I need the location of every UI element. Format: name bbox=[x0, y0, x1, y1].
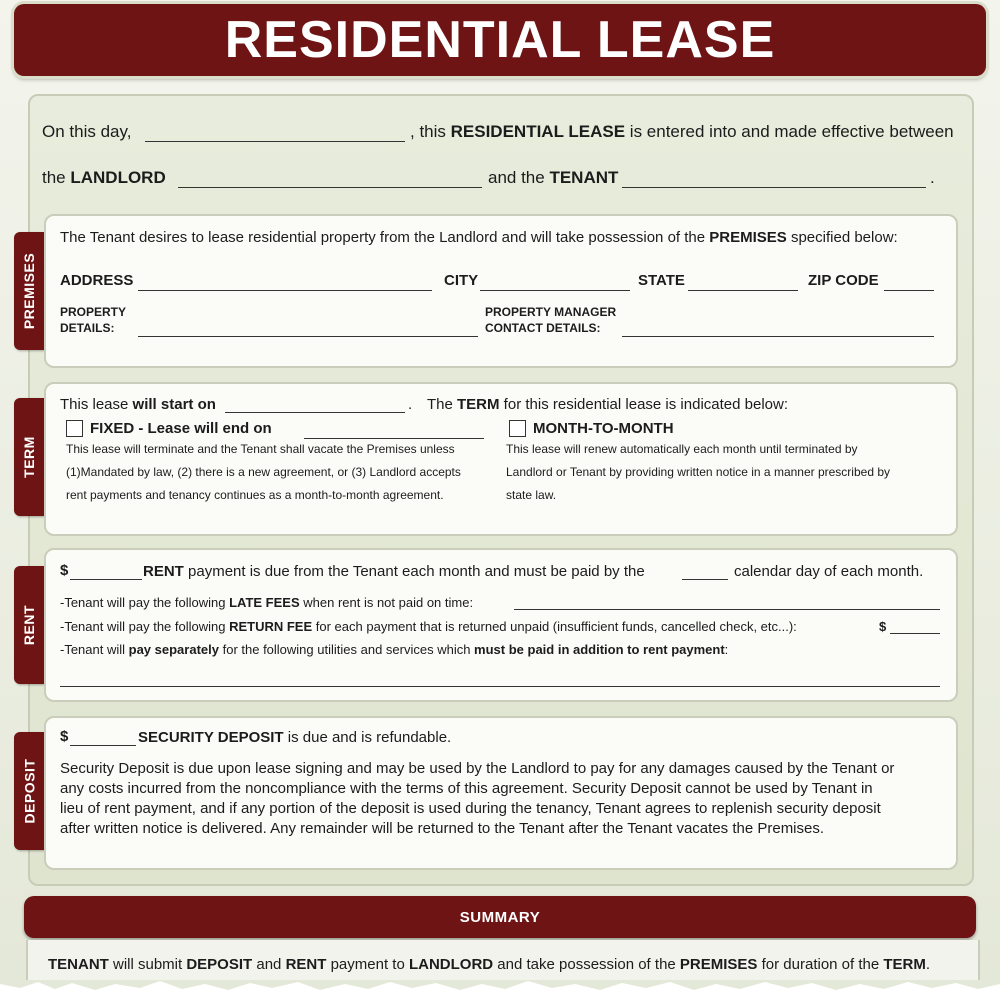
term-tab bbox=[14, 398, 44, 516]
landlord-label: LANDLORD bbox=[70, 168, 166, 187]
tenant-field[interactable] bbox=[622, 187, 926, 188]
deposit-dollar: $ bbox=[60, 728, 69, 745]
city-label: CITY bbox=[444, 272, 479, 289]
late-text: -Tenant will pay the following bbox=[60, 595, 230, 610]
premises-desc-text: specified below: bbox=[786, 229, 898, 246]
return-text: for each payment that is returned unpaid (insufficient funds, cancelled check, etc...): bbox=[312, 619, 797, 634]
intro-text: and the bbox=[488, 168, 550, 187]
zip-label: ZIP CODE bbox=[808, 272, 879, 289]
term-text: The bbox=[427, 396, 458, 413]
intro-line-1-end bbox=[410, 122, 954, 142]
title-banner bbox=[14, 4, 986, 76]
intro-text: the bbox=[42, 168, 71, 187]
deposit-text: is due and is refundable. bbox=[283, 729, 452, 746]
return-fee-field[interactable] bbox=[890, 633, 940, 634]
premises-bold: PREMISES bbox=[709, 229, 787, 246]
deposit-body-line: any costs incurred from the noncompliance with the terms of this agreement. Security Deposit cannot be used by Tenant in bbox=[60, 780, 873, 797]
deposit-body-line: lieu of rent payment, and if any portion of the deposit is used during the tenancy, Tenant agrees to replenish security deposit bbox=[60, 800, 881, 817]
rent-calendar-text: calendar day of each month. bbox=[734, 563, 924, 580]
landlord-field[interactable] bbox=[178, 187, 482, 188]
fixed-label: FIXED - Lease will end on bbox=[90, 420, 272, 437]
property-details-field[interactable] bbox=[138, 336, 478, 337]
month-to-month-label: MONTH-TO-MONTH bbox=[533, 420, 674, 437]
utilities-line bbox=[60, 642, 728, 657]
summary-plain: for duration of the bbox=[757, 956, 884, 973]
fixed-desc-line: rent payments and tenancy continues as a month-to-month agreement. bbox=[66, 488, 444, 502]
premises-tab-label: PREMISES bbox=[21, 252, 38, 330]
state-field[interactable] bbox=[688, 290, 798, 291]
rent-tab bbox=[14, 566, 44, 684]
summary-bold: LANDLORD bbox=[408, 956, 494, 973]
intro-line-1-start bbox=[42, 122, 131, 142]
rent-line bbox=[143, 563, 645, 580]
deposit-line bbox=[138, 729, 451, 746]
summary-bold: DEPOSIT bbox=[186, 956, 253, 973]
return-text: -Tenant will pay the following bbox=[60, 619, 230, 634]
state-label: STATE bbox=[638, 272, 685, 289]
summary-bold: PREMISES bbox=[679, 956, 758, 973]
intro-text: On this day, bbox=[42, 122, 132, 141]
rent-dollar: $ bbox=[60, 562, 69, 579]
late-text: when rent is not paid on time: bbox=[299, 595, 474, 610]
deposit-body-line: Security Deposit is due upon lease signing and may be used by the Landlord to pay for any damages caused by the Tenant or bbox=[60, 760, 895, 777]
late-bold: LATE FEES bbox=[229, 595, 300, 610]
start-date-field[interactable] bbox=[225, 412, 405, 413]
rent-due-day-field[interactable] bbox=[682, 579, 728, 580]
start-text: This lease bbox=[60, 396, 133, 413]
summary-plain: . bbox=[925, 956, 931, 973]
mtm-desc-line: state law. bbox=[506, 488, 557, 502]
fixed-checkbox[interactable] bbox=[66, 420, 83, 437]
date-field[interactable] bbox=[145, 141, 405, 142]
mtm-desc-line: Landlord or Tenant by providing written notice in a manner prescribed by bbox=[506, 465, 890, 479]
summary-text bbox=[48, 956, 930, 973]
summary-bold: TERM bbox=[883, 956, 926, 973]
property-details-label-1: PROPERTY bbox=[60, 305, 127, 319]
return-fee-line bbox=[60, 619, 797, 634]
summary-bold: RENT bbox=[285, 956, 327, 973]
term-line bbox=[427, 396, 788, 413]
start-line bbox=[60, 396, 216, 413]
address-field[interactable] bbox=[138, 290, 432, 291]
page-title: RESIDENTIAL LEASE bbox=[224, 11, 776, 69]
month-to-month-checkbox[interactable] bbox=[509, 420, 526, 437]
term-tab-label: TERM bbox=[21, 436, 38, 478]
term-text: for this residential lease is indicated below: bbox=[499, 396, 789, 413]
fixed-desc-line: This lease will terminate and the Tenant shall vacate the Premises unless bbox=[66, 442, 455, 456]
fixed-desc-line: (1)Mandated by law, (2) there is a new agreement, or (3) Landlord accepts bbox=[66, 465, 461, 479]
rent-bold: RENT bbox=[143, 563, 184, 580]
intro-line-2-mid bbox=[488, 168, 618, 188]
mtm-desc-line: This lease will renew automatically each month until terminated by bbox=[506, 442, 858, 456]
deposit-body-line: after written notice is delivered. Any remainder will be returned to the Tenant after the Tenant vacates the Premises. bbox=[60, 820, 825, 837]
torn-paper-edge bbox=[0, 978, 1000, 1000]
util-text: -Tenant will bbox=[60, 642, 129, 657]
premises-tab bbox=[14, 232, 44, 350]
return-bold: RETURN FEE bbox=[229, 619, 313, 634]
deposit-tab-label: DEPOSIT bbox=[21, 758, 37, 824]
manager-label-2: CONTACT DETAILS: bbox=[485, 321, 601, 335]
late-fees-field[interactable] bbox=[514, 609, 940, 610]
deposit-amount-field[interactable] bbox=[70, 745, 136, 746]
premises-desc-text: The Tenant desires to lease residential property from the Landlord and will take possession of the bbox=[60, 229, 710, 246]
util-text: for the following utilities and services which bbox=[218, 642, 475, 657]
return-dollar: $ bbox=[879, 619, 887, 634]
summary-plain: and bbox=[252, 956, 286, 973]
summary-bold: TENANT bbox=[48, 956, 109, 973]
end-date-field[interactable] bbox=[304, 438, 484, 439]
summary-title: SUMMARY bbox=[459, 908, 541, 926]
rent-text: payment is due from the Tenant each month and must be paid by the bbox=[183, 563, 645, 580]
deposit-tab bbox=[14, 732, 44, 850]
zip-field[interactable] bbox=[884, 290, 934, 291]
deposit-bold: SECURITY DEPOSIT bbox=[138, 729, 284, 746]
manager-label-1: PROPERTY MANAGER bbox=[485, 305, 617, 319]
start-bold: will start on bbox=[132, 396, 216, 413]
summary-plain: payment to bbox=[326, 956, 409, 973]
rent-amount-field[interactable] bbox=[70, 579, 142, 580]
intro-lease-bold: RESIDENTIAL LEASE bbox=[450, 122, 626, 141]
city-field[interactable] bbox=[480, 290, 630, 291]
intro-period: . bbox=[930, 168, 935, 187]
util-bold: must be paid in addition to rent payment bbox=[474, 642, 725, 657]
term-bold: TERM bbox=[457, 396, 500, 413]
summary-header bbox=[24, 896, 976, 938]
util-bold: pay separately bbox=[128, 642, 219, 657]
late-fees-line bbox=[60, 595, 473, 610]
premises-description bbox=[60, 229, 898, 246]
intro-line-2-start bbox=[42, 168, 166, 188]
intro-text: is entered into and made effective between bbox=[625, 122, 954, 141]
property-details-label-2: DETAILS: bbox=[60, 321, 115, 335]
summary-plain: and take possession of the bbox=[493, 956, 680, 973]
util-text: : bbox=[724, 642, 729, 657]
summary-plain: will submit bbox=[108, 956, 187, 973]
tenant-label: TENANT bbox=[549, 168, 619, 187]
start-period: . bbox=[408, 396, 413, 413]
rent-tab-label: RENT bbox=[21, 604, 37, 646]
manager-contact-field[interactable] bbox=[622, 336, 934, 337]
intro-text: , this bbox=[410, 122, 451, 141]
utilities-field[interactable] bbox=[60, 686, 940, 687]
address-label: ADDRESS bbox=[60, 272, 134, 289]
